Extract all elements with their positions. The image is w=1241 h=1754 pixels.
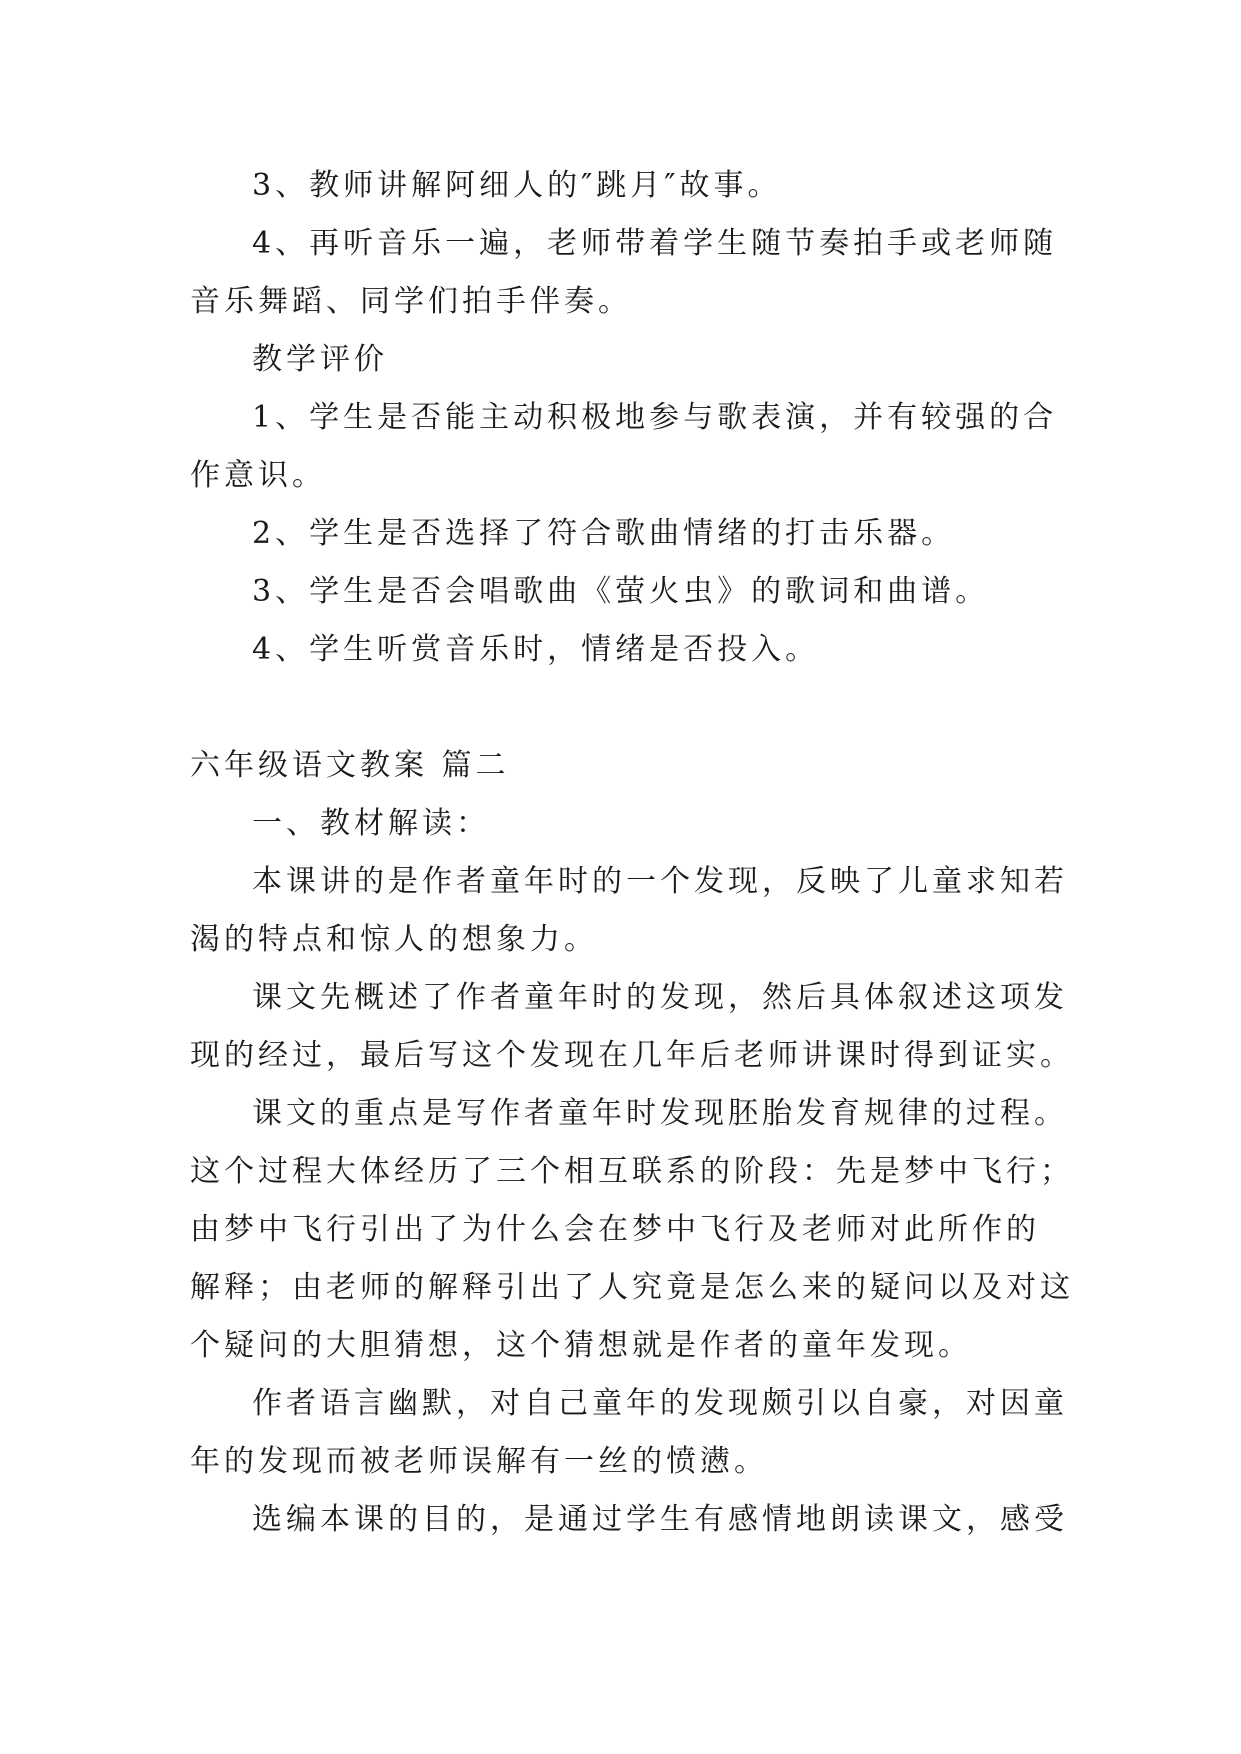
section-heading: 教学评价 — [252, 342, 388, 377]
document-title: 六年级语文教案 篇二 — [190, 748, 510, 783]
text-line: 本课讲的是作者童年时的一个发现，反映了儿童求知若 — [252, 864, 1068, 899]
text-line: 2、学生是否选择了符合歌曲情绪的打击乐器。 — [252, 516, 956, 551]
text-line: 年的发现而被老师误解有一丝的愤懑。 — [190, 1444, 768, 1479]
text-line: 解释；由老师的解释引出了人究竟是怎么来的疑问以及对这 — [190, 1270, 1074, 1305]
text-line: 4、再听音乐一遍，老师带着学生随节奏拍手或老师随 — [252, 226, 1058, 261]
text-line: 课文的重点是写作者童年时发现胚胎发育规律的过程。 — [252, 1096, 1068, 1131]
text-line: 音乐舞蹈、同学们拍手伴奏。 — [190, 284, 632, 319]
text-line: 渴的特点和惊人的想象力。 — [190, 922, 598, 957]
text-line: 现的经过，最后写这个发现在几年后老师讲课时得到证实。 — [190, 1038, 1074, 1073]
text-line: 作意识。 — [190, 458, 326, 493]
text-line: 选编本课的目的，是通过学生有感情地朗读课文，感受 — [252, 1502, 1068, 1537]
text-line: 1、学生是否能主动积极地参与歌表演，并有较强的合 — [252, 400, 1058, 435]
text-line: 4、学生听赏音乐时，情绪是否投入。 — [252, 632, 820, 667]
text-line: 这个过程大体经历了三个相互联系的阶段：先是梦中飞行； — [190, 1154, 1074, 1189]
text-line: 个疑问的大胆猜想，这个猜想就是作者的童年发现。 — [190, 1328, 972, 1363]
text-line: 3、教师讲解阿细人的″跳月″故事。 — [252, 168, 782, 203]
text-line: 由梦中飞行引出了为什么会在梦中飞行及老师对此所作的 — [190, 1212, 1040, 1247]
text-line: 作者语言幽默，对自己童年的发现颇引以自豪，对因童 — [252, 1386, 1068, 1421]
text-line: 课文先概述了作者童年时的发现，然后具体叙述这项发 — [252, 980, 1068, 1015]
text-line: 3、学生是否会唱歌曲《萤火虫》的歌词和曲谱。 — [252, 574, 990, 609]
section-heading: 一、教材解读： — [252, 806, 490, 841]
